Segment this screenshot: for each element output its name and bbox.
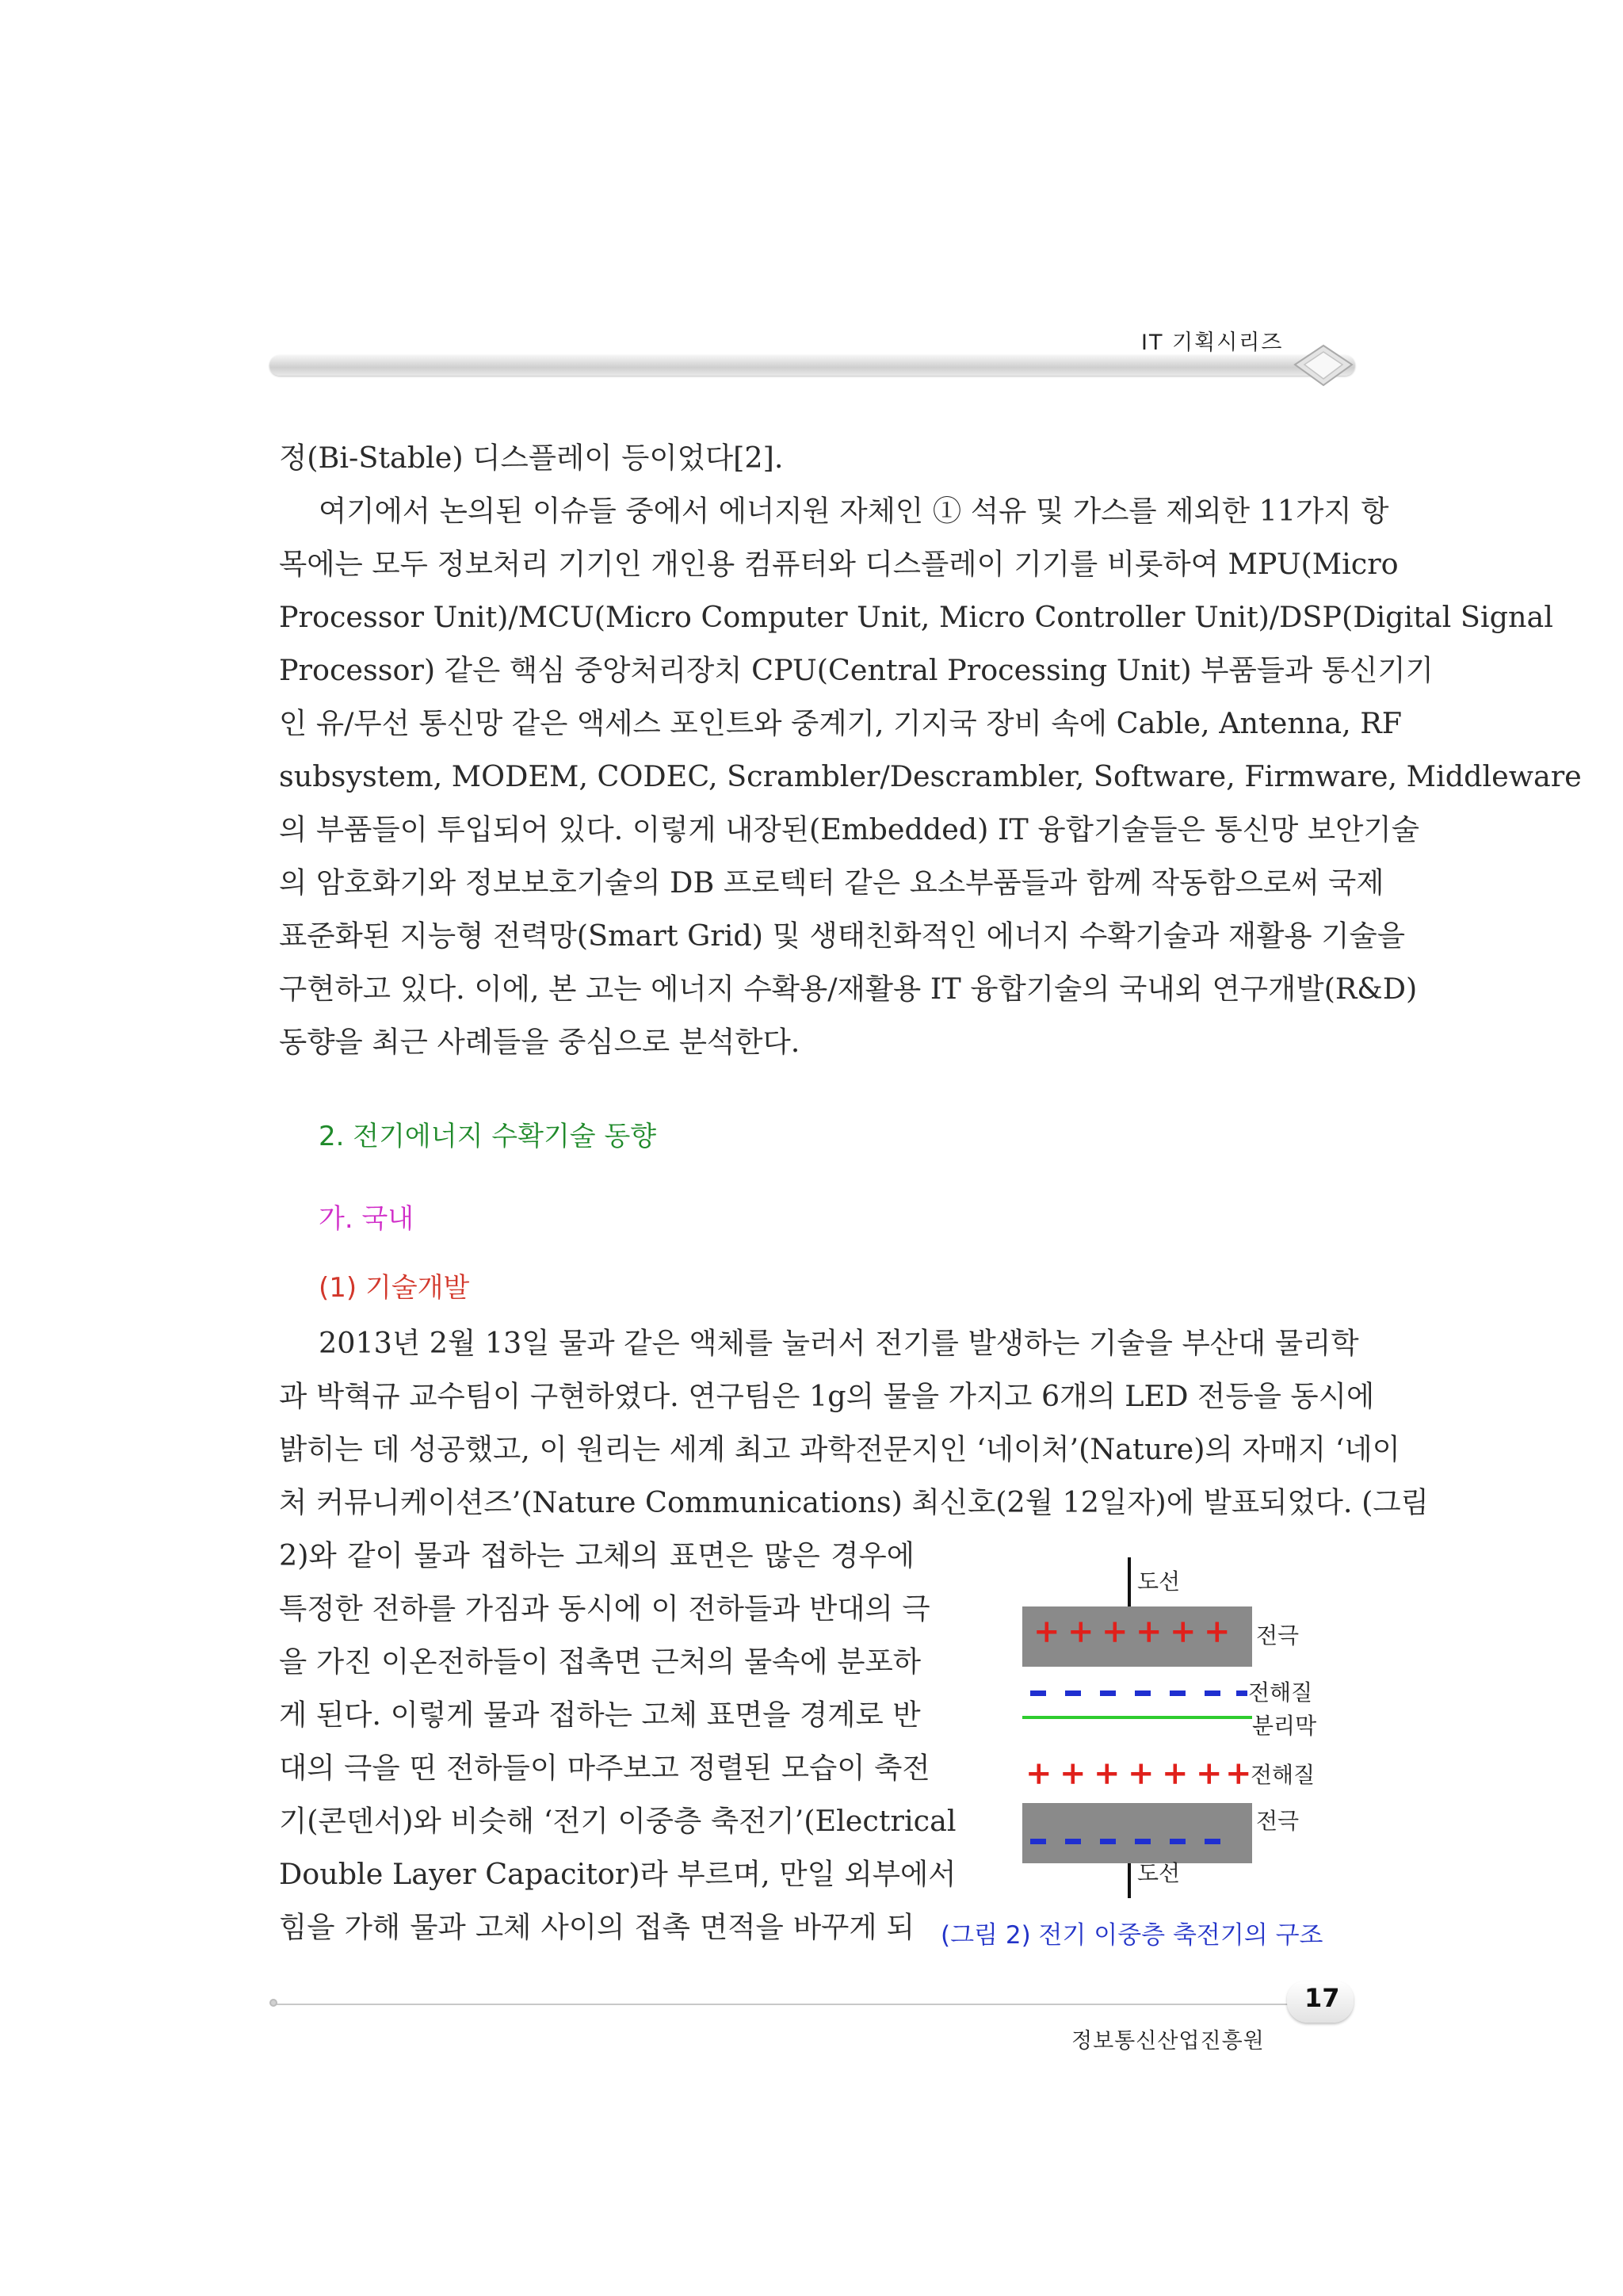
- text-line: 을 가진 이온전하들이 접촉면 근처의 물속에 분포하: [279, 1645, 922, 1679]
- text-line: 동향을 최근 사례들을 중심으로 분석한다.: [279, 1025, 800, 1059]
- section-heading: 2. 전기에너지 수확기술 동향: [319, 1121, 657, 1152]
- paragraph-intro-end: [279, 431, 1354, 484]
- paragraph-capacitor: [279, 1529, 957, 1954]
- svg-text:+: +: [1067, 1613, 1094, 1650]
- text-line: 정(Bi-Stable) 디스플레이 등이었다[2].: [279, 441, 784, 475]
- text-line: 과 박혁규 교수팀이 구현하였다. 연구팀은 1g의 물을 가지고 6개의 LED 전등을 동시에: [279, 1379, 1375, 1413]
- header-rule: [269, 355, 1355, 376]
- text-line: Double Layer Capacitor)라 부르며, 만일 외부에서: [279, 1857, 957, 1891]
- label-separator: 분리막: [1252, 1713, 1317, 1739]
- series-label: IT 기획시리즈: [1141, 330, 1284, 355]
- text-line: 게 된다. 이렇게 물과 접하는 고체 표면을 경계로 반: [279, 1698, 921, 1732]
- text-line: 의 부품들이 투입되어 있다. 이렇게 내장된(Embedded) IT 융합기술들은 통신망 보안기술: [279, 812, 1419, 846]
- bottom-electrode: [1022, 1803, 1252, 1863]
- text-line: 의 암호화기와 정보보호기술의 DB 프로텍터 같은 요소부품들과 함께 작동함으로써 국제: [279, 865, 1384, 900]
- svg-text:+: +: [1094, 1755, 1121, 1792]
- svg-text:+: +: [1170, 1613, 1197, 1650]
- text-line: 기(콘덴서)와 비슷해 ‘전기 이중층 축전기’(Electrical: [279, 1804, 957, 1838]
- footer-rule: [273, 2004, 1292, 2005]
- svg-text:+: +: [1136, 1613, 1163, 1650]
- text-line: 대의 극을 띤 전하들이 마주보고 정렬된 모습이 축전: [279, 1751, 930, 1785]
- label-electrode-bottom: 전극: [1256, 1808, 1300, 1834]
- text-line: Processor) 같은 핵심 중앙처리장치 CPU(Central Processing Unit) 부품들과 통신기기: [279, 653, 1434, 687]
- text-line: 구현하고 있다. 이에, 본 고는 에너지 수확용/재활용 IT 융합기술의 국내외 연구개발(R&D): [279, 972, 1418, 1006]
- page-number: 17: [1304, 1983, 1340, 2013]
- svg-text:+: +: [1162, 1755, 1189, 1792]
- bottom-electrolyte-plus-charges: [1025, 1755, 1252, 1792]
- subsubsection-heading: (1) 기술개발: [319, 1272, 470, 1304]
- text-line: subsystem, MODEM, CODEC, Scrambler/Descrambler, Software, Firmware, Middleware: [279, 759, 1582, 793]
- text-line: Processor Unit)/MCU(Micro Computer Unit, Micro Controller Unit)/DSP(Digital Signal: [279, 600, 1553, 634]
- paragraph-overview: [279, 484, 1582, 1068]
- top-electrolyte-minus-charges: [1030, 1690, 1247, 1696]
- svg-text:+: +: [1196, 1755, 1223, 1792]
- svg-text:+: +: [1128, 1755, 1155, 1792]
- label-electrode-top: 전극: [1256, 1622, 1300, 1648]
- text-line: 2013년 2월 13일 물과 같은 액체를 눌러서 전기를 발생하는 기술을 부산대 물리학: [319, 1326, 1359, 1360]
- paragraph-research: [279, 1316, 1429, 1529]
- footer-dot-icon: [269, 1999, 277, 2007]
- text-line: 여기에서 논의된 이슈들 중에서 에너지원 자체인 ① 석유 및 가스를 제외한 11가지 항: [319, 494, 1389, 528]
- label-wire-top: 도선: [1137, 1568, 1181, 1595]
- text-line: 목에는 모두 정보처리 기기인 개인용 컴퓨터와 디스플레이 기기를 비롯하여 MPU(Micro: [279, 547, 1399, 581]
- text-line: 밝히는 데 성공했고, 이 원리는 세계 최고 과학전문지인 ‘네이처’(Nature)의 자매지 ‘네이: [279, 1432, 1400, 1466]
- footer-organization: 정보통신산업진흥원: [1071, 2029, 1265, 2053]
- text-line: 처 커뮤니케이션즈’(Nature Communications) 최신호(2월 12일자)에 발표되었다. (그림: [279, 1485, 1429, 1519]
- figure-caption: (그림 2) 전기 이중층 축전기의 구조: [941, 1921, 1323, 1950]
- svg-text:+: +: [1204, 1613, 1231, 1650]
- svg-text:+: +: [1025, 1755, 1052, 1792]
- label-electrolyte-top: 전해질: [1248, 1679, 1313, 1706]
- text-line: 힘을 가해 물과 고체 사이의 접촉 면적을 바꾸게 되: [279, 1910, 915, 1944]
- text-line: 특정한 전하를 가짐과 동시에 이 전하들과 반대의 극: [279, 1591, 930, 1626]
- label-electrolyte-bottom: 전해질: [1251, 1762, 1316, 1788]
- diamond-ornament-icon: [1292, 342, 1355, 390]
- capacitor-diagram: [1014, 1549, 1363, 1898]
- label-wire-bottom: 도선: [1137, 1860, 1181, 1886]
- text-line: 표준화된 지능형 전력망(Smart Grid) 및 생태친화적인 에너지 수확기술과 재활용 기술을: [279, 919, 1406, 953]
- subsection-heading: 가. 국내: [319, 1203, 414, 1235]
- svg-text:+: +: [1102, 1613, 1128, 1650]
- text-line: 2)와 같이 물과 접하는 고체의 표면은 많은 경우에: [279, 1538, 915, 1572]
- svg-text:+: +: [1033, 1613, 1060, 1650]
- svg-text:+: +: [1060, 1755, 1086, 1792]
- text-line: 인 유/무선 통신망 같은 액세스 포인트와 중계기, 기지국 장비 속에 Cable, Antenna, RF: [279, 706, 1403, 740]
- svg-text:+: +: [1225, 1755, 1252, 1792]
